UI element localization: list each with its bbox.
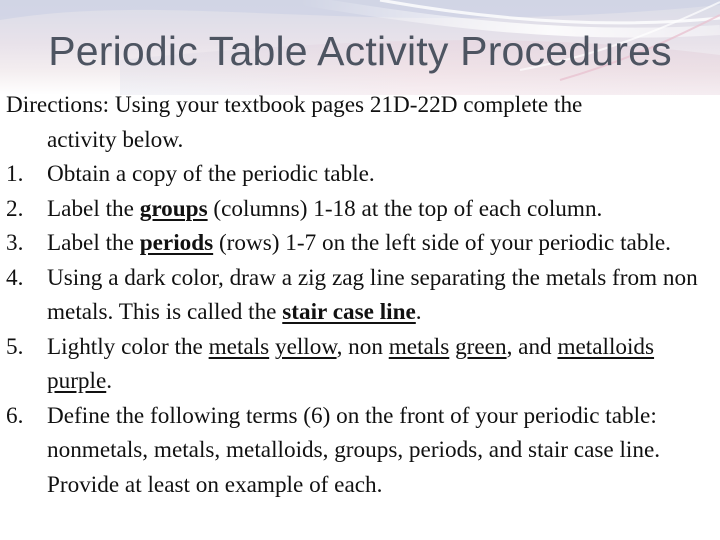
step-number: 2. — [6, 195, 24, 222]
directions-continued: activity below. — [47, 126, 184, 153]
step-text: , and — [506, 333, 558, 360]
term-metals: metals — [388, 333, 450, 360]
step-number: 3. — [6, 230, 24, 256]
list-item — [6, 330, 716, 399]
color-purple: purple — [47, 368, 107, 394]
step-text: . — [106, 368, 113, 394]
term-metalloids: metalloids — [557, 333, 655, 360]
step-text: Label the — [47, 195, 140, 222]
step-text: Lightly color the — [47, 333, 209, 360]
term-groups: groups — [139, 195, 208, 222]
list-item — [6, 261, 716, 330]
list-item — [6, 157, 716, 192]
list-item — [6, 399, 716, 503]
directions-text — [6, 88, 716, 157]
step-text: . — [415, 299, 422, 325]
list-item — [6, 226, 716, 261]
color-yellow: yellow — [274, 333, 337, 360]
step-text: Obtain a copy of the periodic table. — [47, 161, 375, 187]
color-green: green — [455, 333, 507, 360]
term-periods: periods — [139, 230, 214, 256]
page-title: Periodic Table Activity Procedures — [48, 28, 672, 74]
title-banner — [0, 0, 720, 95]
step-text: (columns) 1-18 at the top of each column. — [207, 195, 603, 222]
directions-lead: Directions: Using your textbook pages 21D-22D complete the — [6, 92, 583, 118]
step-number: 6. — [6, 402, 24, 429]
slide-body — [6, 88, 716, 502]
list-item — [6, 192, 716, 227]
step-text: (rows) 1-7 on the left side of your periodic table. — [213, 230, 671, 256]
procedure-list — [6, 157, 716, 502]
step-number: 1. — [6, 161, 24, 187]
step-number: 4. — [6, 264, 24, 291]
term-stair-case-line: stair case line — [282, 299, 416, 325]
step-text: Using a dark color, draw a zig zag line separating the metals from non metals. This is called the — [47, 264, 698, 325]
step-text: , non — [336, 333, 389, 360]
term-metals: metals — [208, 333, 270, 360]
step-text: Define the following terms (6) on the front of your periodic table: nonmetals, metals, metalloids, groups, periods, and stair case line. Provide at least on example of each. — [47, 402, 661, 498]
step-text: Label the — [47, 230, 140, 256]
step-number: 5. — [6, 333, 24, 360]
